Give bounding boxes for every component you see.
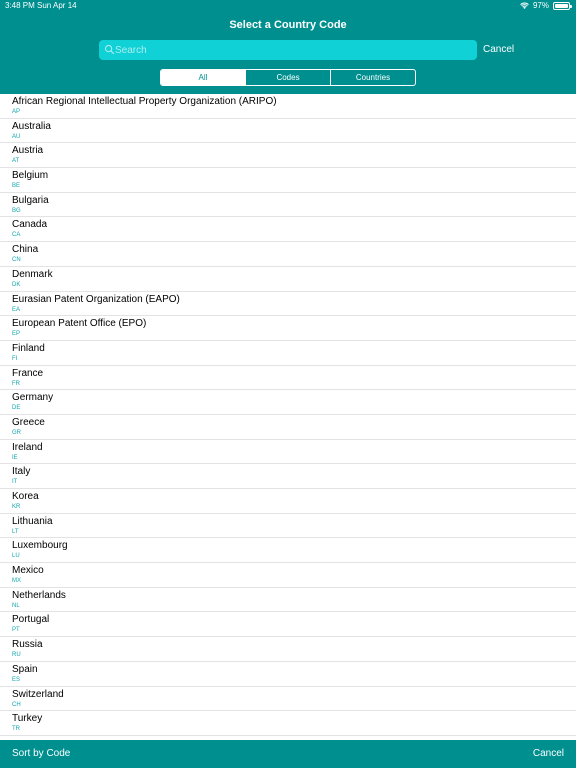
country-code: CH: [12, 701, 21, 708]
country-code: ES: [12, 676, 21, 683]
country-code: IT: [12, 479, 18, 486]
country-name: Austria: [12, 145, 44, 157]
navigation-header: [0, 0, 576, 94]
country-row[interactable]: [0, 168, 576, 193]
search-bar[interactable]: [99, 40, 477, 60]
page-title: Select a Country Code: [229, 19, 347, 31]
country-code: NL: [12, 602, 20, 609]
country-name: Spain: [12, 663, 38, 675]
country-row[interactable]: [0, 489, 576, 514]
battery-icon: [553, 2, 570, 10]
country-row[interactable]: [0, 514, 576, 539]
wifi-icon: [520, 2, 529, 10]
country-name: Italy: [12, 466, 31, 478]
country-row[interactable]: [0, 440, 576, 465]
country-row[interactable]: [0, 687, 576, 712]
country-code: BE: [12, 183, 21, 190]
country-code: AT: [12, 158, 20, 165]
country-code: DE: [12, 405, 21, 412]
country-name: Canada: [12, 219, 48, 231]
country-code: FI: [12, 355, 18, 362]
country-row[interactable]: [0, 267, 576, 292]
country-name: Portugal: [12, 614, 50, 626]
country-name: Luxembourg: [12, 540, 68, 552]
country-name: Belgium: [12, 170, 49, 182]
segment-countries[interactable]: Countries: [330, 70, 415, 85]
cancel-search-button[interactable]: Cancel: [483, 44, 515, 55]
battery-percent: 97%: [532, 1, 549, 10]
country-name: Bulgaria: [12, 194, 49, 206]
country-name: Switzerland: [12, 688, 64, 700]
country-code: IE: [12, 454, 18, 461]
country-row[interactable]: [0, 711, 576, 736]
filter-segmented-control: [160, 69, 416, 86]
country-row[interactable]: [0, 193, 576, 218]
country-name: Russia: [12, 639, 43, 651]
country-row[interactable]: [0, 242, 576, 267]
country-row[interactable]: [0, 341, 576, 366]
country-name: Eurasian Patent Organization (EAPO): [12, 293, 180, 305]
country-name: Germany: [12, 392, 54, 404]
status-indicators: [520, 0, 570, 12]
country-code: EP: [12, 331, 21, 338]
country-code: BG: [12, 207, 21, 214]
country-name: African Regional Intellectual Property Organization (ARIPO): [12, 96, 277, 107]
country-code: LU: [12, 553, 20, 560]
country-row[interactable]: [0, 415, 576, 440]
country-name: China: [12, 244, 39, 256]
status-time: 3:48 PM: [5, 1, 35, 10]
country-name: Greece: [12, 416, 45, 428]
cancel-button[interactable]: Cancel: [532, 748, 564, 759]
country-code: PT: [12, 627, 20, 634]
country-code: LT: [12, 528, 19, 535]
country-name: Turkey: [12, 713, 43, 725]
country-row[interactable]: [0, 316, 576, 341]
battery-level: [555, 4, 568, 8]
segment-codes[interactable]: Codes: [245, 70, 330, 85]
segment-all[interactable]: All: [161, 70, 245, 85]
country-code: RU: [12, 652, 21, 659]
country-row[interactable]: [0, 292, 576, 317]
country-name: Australia: [12, 120, 51, 132]
country-row[interactable]: [0, 366, 576, 391]
country-name: Mexico: [12, 565, 44, 577]
country-row[interactable]: [0, 94, 576, 119]
search-input[interactable]: [115, 40, 470, 60]
country-row[interactable]: [0, 637, 576, 662]
country-row[interactable]: [0, 563, 576, 588]
country-row[interactable]: [0, 390, 576, 415]
country-row[interactable]: [0, 662, 576, 687]
country-name: Finland: [12, 342, 45, 354]
country-code: AU: [12, 133, 21, 140]
country-name: Korea: [12, 491, 39, 502]
country-name: Netherlands: [12, 589, 66, 601]
country-code: EA: [12, 306, 21, 313]
bottom-toolbar: [0, 740, 576, 768]
country-code: FR: [12, 380, 20, 387]
country-code: AP: [12, 109, 21, 115]
country-name: European Patent Office (EPO): [12, 318, 147, 330]
country-name: Denmark: [12, 268, 53, 280]
country-row[interactable]: [0, 119, 576, 144]
country-code: GR: [12, 429, 21, 436]
country-code: CA: [12, 232, 21, 239]
country-row[interactable]: [0, 588, 576, 613]
country-name: France: [12, 367, 44, 379]
status-date: Sun Apr 14: [37, 1, 77, 10]
search-icon: [104, 44, 115, 55]
country-code: DK: [12, 281, 21, 288]
country-code: CN: [12, 257, 21, 264]
country-row[interactable]: [0, 217, 576, 242]
sort-by-code-button[interactable]: Sort by Code: [12, 748, 71, 759]
country-code: MX: [12, 578, 21, 585]
country-row[interactable]: [0, 612, 576, 637]
country-row[interactable]: [0, 538, 576, 563]
country-code: KR: [12, 504, 21, 510]
country-name: Ireland: [12, 441, 43, 453]
country-list: [0, 94, 576, 740]
status-bar: [0, 0, 576, 12]
country-row[interactable]: [0, 143, 576, 168]
country-name: Lithuania: [12, 515, 53, 527]
country-code: TR: [12, 726, 20, 733]
country-row[interactable]: [0, 464, 576, 489]
